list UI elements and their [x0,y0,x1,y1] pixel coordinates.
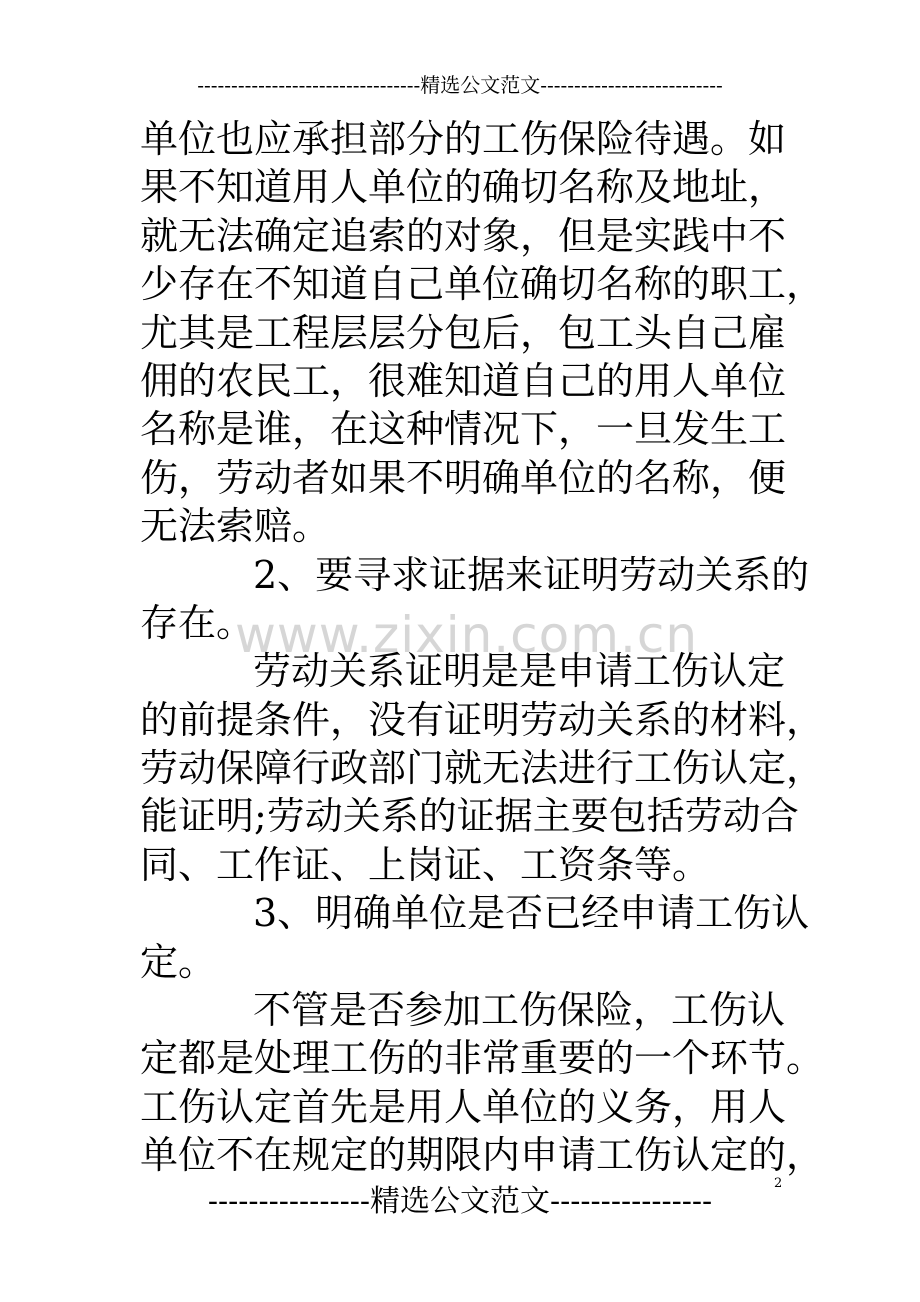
text-line: 少存在不知道自己单位确切名称的职工， [140,262,825,307]
page-number: 2 [774,1176,783,1191]
text-line: 无法索赔。 [140,504,331,549]
text-line: 果不知道用人单位的确切名称及地址， [140,165,787,210]
watermark: www.zixin.com.cn [235,606,699,664]
text-line: 定都是处理工伤的非常重要的一个环节。 [140,1036,825,1081]
paragraph-start: 不管是否参加工伤保险，工伤认 [253,988,786,1033]
text-line: 工伤认定首先是用人单位的义务，用人 [140,1084,787,1129]
page-footer: ----------------精选公文范文---------------- [207,1184,713,1219]
text-line: 存在。 [140,600,255,645]
text-line: 同、工作证、上岗证、工资条等。 [140,842,711,887]
section-heading: 2、要寻求证据来证明劳动关系的 [253,552,810,597]
text-line: 尤其是工程层层分包后，包工头自己雇 [140,310,787,355]
text-line: 单位不在规定的期限内申请工伤认定的， [140,1133,825,1178]
page-header: ---------------------------------精选公文范文--------------------------- [197,73,723,97]
document-body [140,115,825,1180]
text-line: 伤，劳动者如果不明确单位的名称，便 [140,455,787,500]
text-line: 佣的农民工，很难知道自己的用人单位 [140,358,787,403]
text-line: 就无法确定追索的对象，但是实践中不 [140,213,787,258]
text-line: 单位也应承担部分的工伤保险待遇。如 [140,117,787,161]
text-line: 的前提条件，没有证明劳动关系的材料， [140,697,825,742]
text-line: 名称是谁，在这种情况下，一旦发生工 [140,407,787,452]
text-line: 能证明;劳动关系的证据主要包括劳动合 [140,794,799,839]
text-line: 劳动保障行政部门就无法进行工伤认定， [140,746,825,791]
section-heading: 3、明确单位是否已经申请工伤认 [253,891,810,936]
text-line: 定。 [140,939,217,984]
paragraph-start: 劳动关系证明是是申请工伤认定 [253,649,786,694]
